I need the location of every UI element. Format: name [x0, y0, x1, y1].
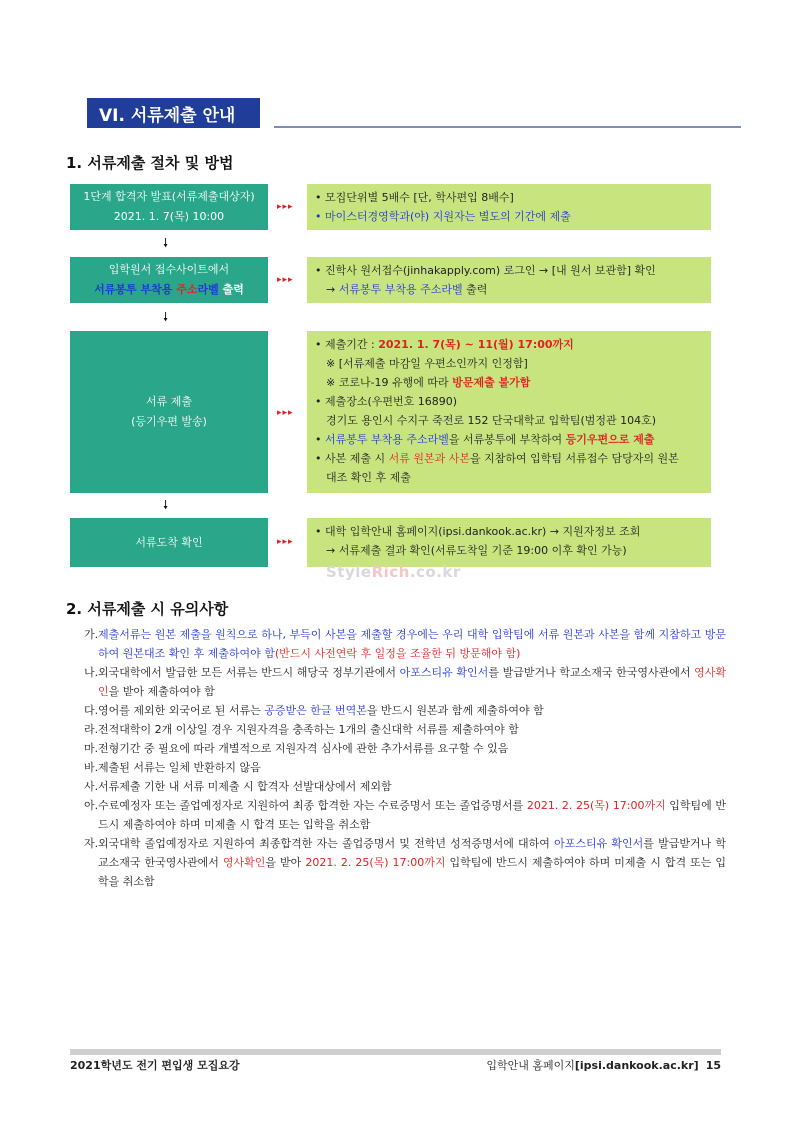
arrow-right-icon: ▸▸▸	[277, 275, 294, 285]
list-item: 나. 외국대학에서 발급한 모든 서류는 반드시 해당국 정부기관에서 아포스티유 확인서를 발급받거나 학교소재국 한국영사관에서 영사확인을 받아 제출하여야 함	[84, 666, 726, 698]
step-submit-documents	[70, 331, 268, 493]
step-label: 서류 제출	[145, 395, 192, 408]
list-item: 아. 수료예정자 또는 졸업예정자로 지원하여 최종 합격한 자는 수료증명서 또는 졸업증명서를 2021. 2. 25(목) 17:00까지 입학팀에 반드시 제출하여야 하며 미제출 시 합격 또는 입학을 취소함	[84, 799, 727, 831]
step-first-announcement	[70, 184, 268, 230]
step-label: 서류도착 확인	[135, 535, 203, 549]
list-item: 다. 영어를 제외한 외국어로 된 서류는 공증받은 한글 번역본을 반드시 원본과 함께 제출하여야 함	[84, 704, 544, 717]
info-line: • 모집단위별 5배수 [단, 학사편입 8배수]	[315, 191, 514, 204]
arrow-right-icon: ▸▸▸	[277, 537, 294, 547]
info-line: → 서류제출 결과 확인(서류도착일 기준 19:00 이후 확인 가능)	[326, 544, 627, 557]
step-sublabel: 서류봉투 부착용 주소라벨 출력	[94, 283, 244, 296]
step-sublabel: (등기우편 발송)	[131, 415, 207, 428]
list-item: 바. 제출된 서류는 일체 반환하지 않음	[84, 761, 261, 774]
info-line: • 진학사 원서접수(jinhakapply.com) 로그인 → [내 원서 보관함] 확인	[315, 264, 656, 277]
info-line: • 대학 입학안내 홈페이지(ipsi.dankook.ac.kr) → 지원자정보 조회	[315, 525, 641, 538]
info-line: • 제출기간 : 2021. 1. 7(목) ~ 11(월) 17:00까지	[315, 338, 574, 351]
arrow-down-icon: 🠗	[163, 310, 169, 324]
info-line: • 마이스터경영학과(야) 지원자는 별도의 기간에 제출	[315, 210, 571, 223]
info-line: ※ [서류제출 마감일 우편소인까지 인정함]	[326, 357, 528, 370]
info-line: ※ 코로나-19 유행에 따라 방문제출 불가함	[326, 376, 531, 389]
step-date: 2021. 1. 7(목) 10:00	[113, 210, 225, 223]
info-line: → 서류봉투 부착용 주소라벨 출력	[326, 283, 488, 296]
title-rule	[274, 126, 741, 128]
arrow-right-icon: ▸▸▸	[277, 408, 294, 418]
footer-bar	[70, 1049, 721, 1055]
step-check-arrival	[70, 518, 268, 567]
footer-homepage: 입학안내 홈페이지[ipsi.dankook.ac.kr] 15	[486, 1059, 721, 1072]
info-box-submit	[307, 331, 711, 493]
watermark: StyleRich.co.kr	[326, 563, 461, 581]
arrow-down-icon: 🠗	[163, 236, 169, 250]
list-item: 사. 서류제출 기한 내 서류 미제출 시 합격자 선발대상에서 제외함	[84, 780, 392, 793]
precautions-list	[84, 625, 726, 891]
page-number: 15	[705, 1059, 721, 1072]
list-item: 자. 외국대학 졸업예정자로 지원하여 최종합격한 자는 졸업증명서 및 전학년 성적증명서에 대하여 아포스티유 확인서를 발급받거나 학교소재국 한국영사관에서 영사확인을 받아 2021. 2. 25(목) 17:00까지 입학팀에 반드시 제출하여야 하며 미제출 시 합격 또는 입학을 취소함	[84, 837, 726, 888]
info-box-announcement	[307, 184, 711, 230]
info-line: 경기도 용인시 수지구 죽전로 152 단국대학교 입학팀(범정관 104호)	[326, 414, 657, 427]
info-line: • 사본 제출 시 서류 원본과 사본을 지참하여 입학팀 서류접수 담당자의 원본	[315, 452, 679, 465]
list-item: 가. 제출서류는 원본 제출을 원칙으로 하나, 부득이 사본을 제출할 경우에는 우리 대학 입학팀에 서류 원본과 사본을 함께 지참하고 방문하여 원본대조 확인 후 제출하여야 함(반드시 사전연락 후 일정을 조율한 뒤 방문해야 함)	[84, 628, 726, 660]
step-label: 입학원서 접수사이트에서	[108, 263, 230, 276]
info-line: • 제출장소(우편번호 16890)	[315, 395, 458, 408]
arrow-down-icon: 🠗	[163, 498, 169, 512]
list-item: 마. 전형기간 중 필요에 따라 개별적으로 지원자격 심사에 관한 추가서류를 요구할 수 있음	[84, 742, 509, 755]
heading-precautions: 2. 서류제출 시 유의사항	[66, 600, 229, 618]
footer-title: 2021학년도 전기 편입생 모집요강	[70, 1059, 240, 1072]
step-label: 1단계 합격자 발표(서류제출대상자)	[83, 190, 255, 203]
section-title: VI. 서류제출 안내	[87, 98, 260, 128]
info-line: 대조 확인 후 제출	[326, 471, 411, 484]
info-box-arrival	[307, 518, 711, 567]
info-line: • 서류봉투 부착용 주소라벨을 서류봉투에 부착하여 등기우편으로 제출	[315, 433, 655, 446]
step-print-label	[70, 257, 268, 303]
list-item: 라. 전적대학이 2개 이상일 경우 지원자격을 충족하는 1개의 출신대학 서류를 제출하여야 함	[84, 723, 519, 736]
heading-procedure: 1. 서류제출 절차 및 방법	[66, 154, 234, 172]
info-box-print-label	[307, 257, 711, 303]
arrow-right-icon: ▸▸▸	[277, 202, 294, 212]
